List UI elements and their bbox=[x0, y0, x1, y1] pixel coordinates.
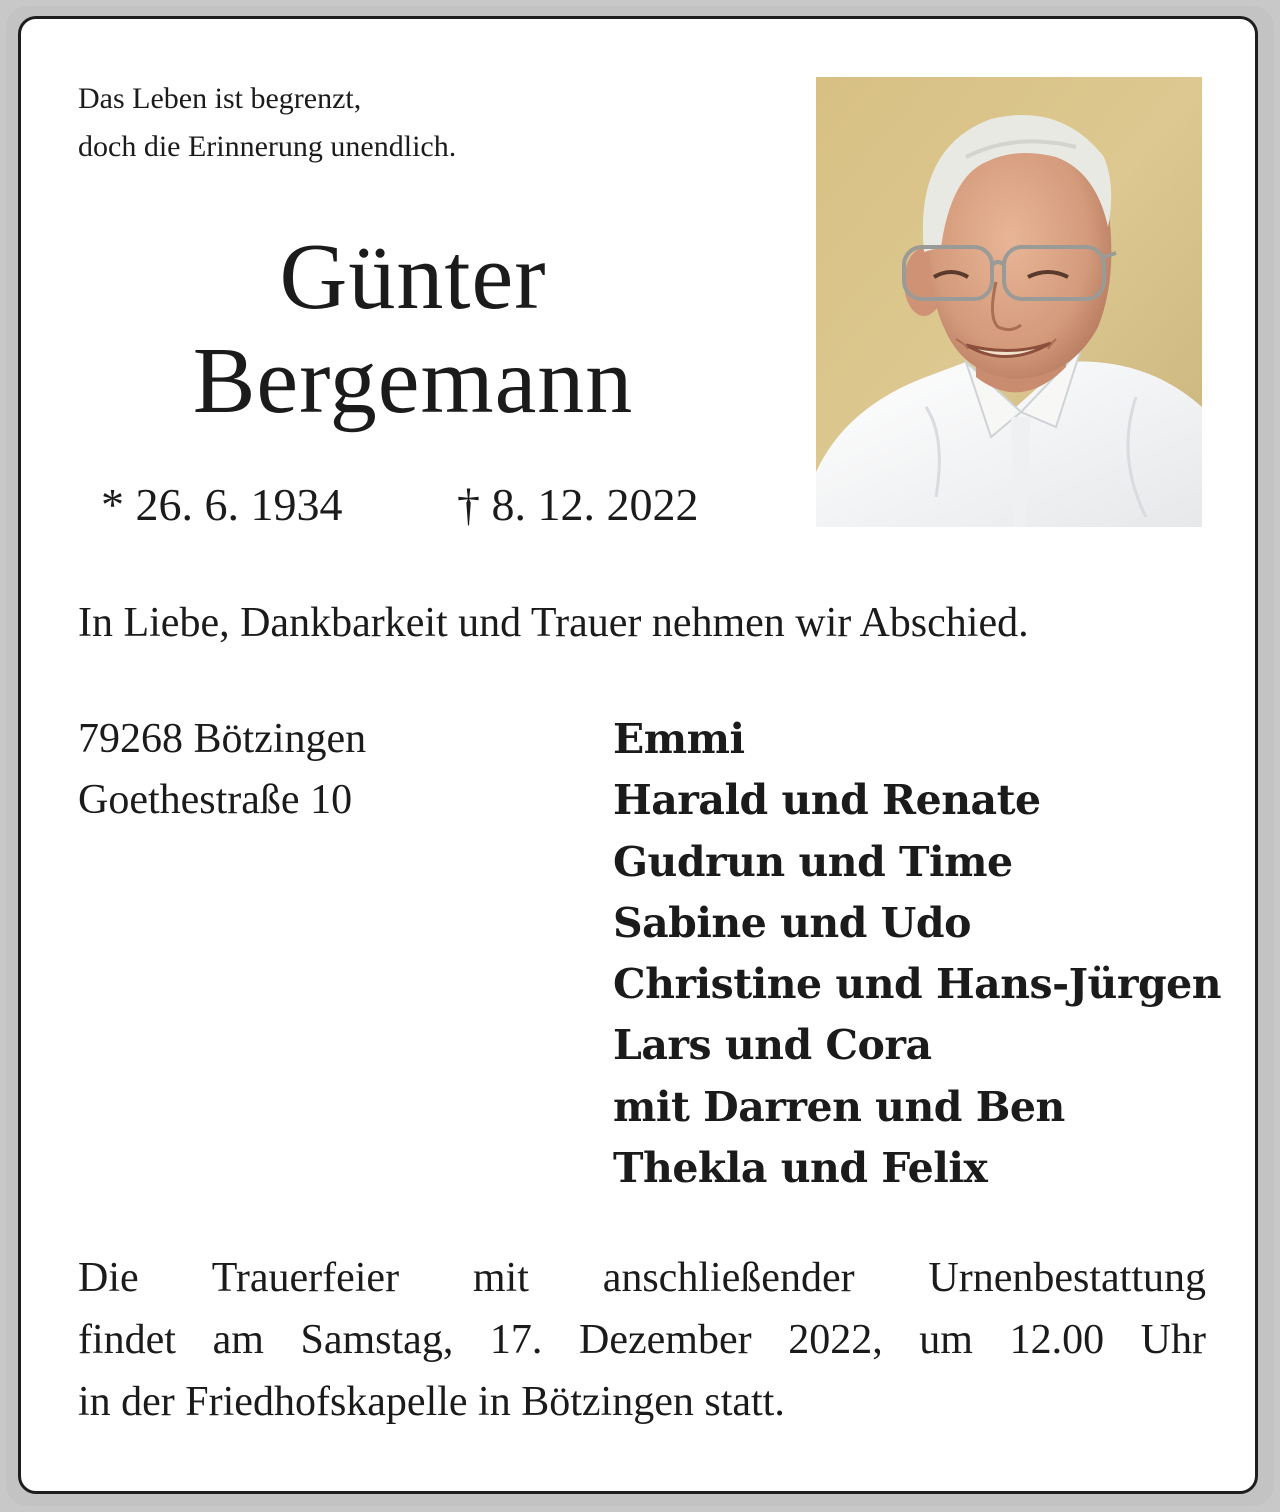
portrait-illustration bbox=[816, 77, 1202, 527]
service-line-2: findet am Samstag, 17. Dezember 2022, um 12.00 Uhr bbox=[78, 1317, 1206, 1363]
mourner-entry: Emmi bbox=[613, 715, 745, 763]
mourner-entry: Lars und Cora bbox=[613, 1021, 932, 1070]
mourner-entry: Sabine und Udo bbox=[613, 898, 971, 947]
obituary-notice bbox=[18, 16, 1258, 1494]
quote-line-2: doch die Erinnerung unendlich. bbox=[78, 130, 457, 163]
service-line-1: Die Trauerfeier mit anschließender Urnenbestattung bbox=[78, 1255, 1206, 1301]
quote-line-1: Das Leben ist begrenzt, bbox=[78, 82, 362, 115]
deceased-last-name: Bergemann bbox=[192, 329, 634, 433]
mourner-entry: mit Darren und Ben bbox=[613, 1082, 1065, 1131]
family-address bbox=[78, 709, 366, 831]
mourner-entry: Harald und Renate bbox=[613, 776, 1041, 825]
mourner-entry: Christine und Hans-Jürgen bbox=[613, 960, 1222, 1009]
funeral-service-info bbox=[78, 1247, 1206, 1433]
service-line-3: in der Friedhofskapelle in Bötzingen statt. bbox=[78, 1379, 785, 1425]
mourner-entry: Thekla und Felix bbox=[613, 1144, 988, 1193]
address-city: 79268 Bötzingen bbox=[78, 716, 367, 762]
mourners-list bbox=[613, 709, 1221, 1199]
memorial-quote bbox=[78, 75, 456, 171]
deceased-first-name: Günter bbox=[279, 225, 547, 329]
farewell-text: In Liebe, Dankbarkeit und Trauer nehmen wir Abschied. bbox=[78, 600, 1029, 646]
birth-date: * 26. 6. 1934 bbox=[101, 479, 343, 530]
address-street: Goethestraße 10 bbox=[78, 777, 353, 823]
deceased-name bbox=[78, 225, 748, 433]
death-date: † 8. 12. 2022 bbox=[457, 479, 699, 530]
mourner-entry: Gudrun und Time bbox=[613, 837, 1013, 886]
portrait-photo bbox=[816, 77, 1202, 527]
